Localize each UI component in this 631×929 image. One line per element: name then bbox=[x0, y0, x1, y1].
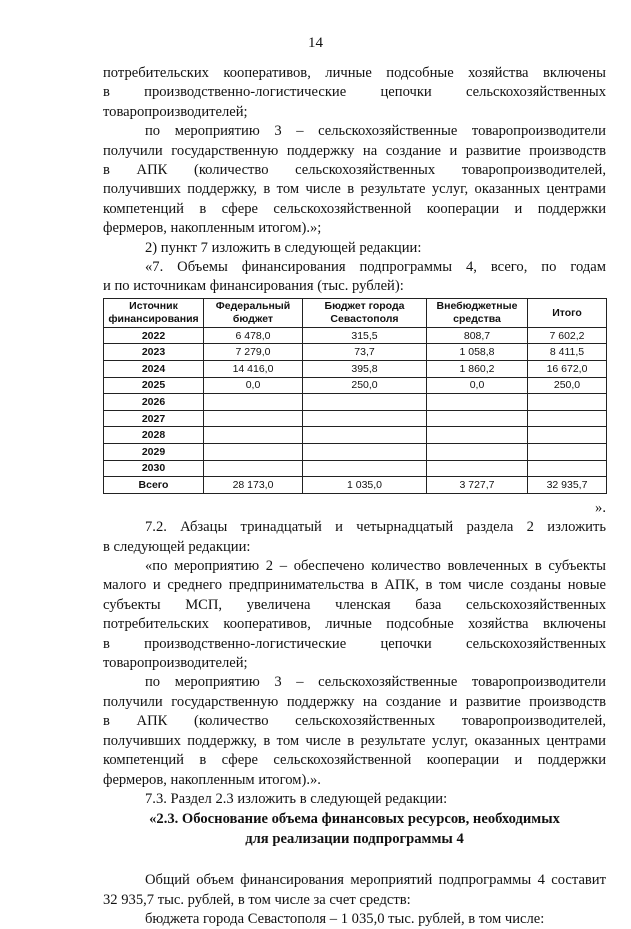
text-line: в АПК (количество сельскохозяйственных товаропроизводителей, bbox=[103, 162, 606, 179]
paragraph-measure-2 bbox=[103, 557, 606, 673]
page-number: 14 bbox=[308, 35, 323, 51]
heading-line: «2.3. Обоснование объема финансовых ресурсов, необходимых bbox=[149, 811, 560, 828]
table-cell: 395,8 bbox=[303, 361, 427, 378]
table-cell bbox=[427, 460, 528, 477]
table-cell: 1 860,2 bbox=[427, 361, 528, 378]
text-line: по мероприятию 3 – сельскохозяйственные товаропроизводители bbox=[145, 123, 606, 140]
table-cell bbox=[427, 444, 528, 461]
text-line: малого и среднего предпринимательства в АПК, в том числе созданы новые bbox=[103, 577, 606, 594]
table-cell: 808,7 bbox=[427, 327, 528, 344]
section-heading bbox=[103, 810, 606, 849]
table-cell: 6 478,0 bbox=[204, 327, 303, 344]
table-cell bbox=[204, 410, 303, 427]
table-cell bbox=[204, 460, 303, 477]
spacer bbox=[103, 849, 606, 871]
financing-table bbox=[103, 298, 607, 494]
table-cell: 250,0 bbox=[303, 377, 427, 394]
header-total: Итого bbox=[528, 298, 607, 327]
text-line: получивших поддержку, в том числе в результате услуг, оказанных центрами bbox=[103, 181, 606, 198]
table-cell: 28 173,0 bbox=[204, 477, 303, 494]
text-line: получили государственную поддержку на создание и развитие производств bbox=[103, 142, 606, 159]
table-cell bbox=[427, 427, 528, 444]
text-line: в производственно-логистические цепочки сельскохозяйственных bbox=[103, 84, 606, 101]
table-cell: 7 602,2 bbox=[528, 327, 607, 344]
table-cell: 0,0 bbox=[204, 377, 303, 394]
text-line: «7. Объемы финансирования подпрограммы 4, всего, по годам bbox=[145, 259, 606, 276]
table-cell bbox=[303, 460, 427, 477]
table-header-row bbox=[104, 298, 607, 327]
year-cell: 2027 bbox=[104, 410, 204, 427]
text-line: получили государственную поддержку на создание и развитие производств bbox=[103, 693, 606, 710]
text-line: компетенций в сфере сельскохозяйственной кооперации и поддержки bbox=[103, 752, 606, 769]
text-line: и по источникам финансирования (тыс. рублей): bbox=[103, 278, 404, 295]
year-cell: 2029 bbox=[104, 444, 204, 461]
table-cell bbox=[427, 410, 528, 427]
text-line: компетенций в сфере сельскохозяйственной кооперации и поддержки bbox=[103, 200, 606, 217]
year-cell: 2028 bbox=[104, 427, 204, 444]
table-cell: 8 411,5 bbox=[528, 344, 607, 361]
table-row-total bbox=[104, 477, 607, 494]
table-cell bbox=[528, 410, 607, 427]
text-line: субъекты МСП, увеличена членская база сельскохозяйственных bbox=[103, 596, 606, 613]
table-row bbox=[104, 344, 607, 361]
table-cell bbox=[303, 394, 427, 411]
table-cell bbox=[204, 394, 303, 411]
table-cell: 16 672,0 bbox=[528, 361, 607, 378]
table-cell: 73,7 bbox=[303, 344, 427, 361]
text-line: потребительских кооперативов, личные подсобные хозяйства включены bbox=[103, 616, 606, 633]
text-line: в АПК (количество сельскохозяйственных товаропроизводителей, bbox=[103, 713, 606, 730]
table-row bbox=[104, 410, 607, 427]
table-cell: 1 058,8 bbox=[427, 344, 528, 361]
text-line: Общий объем финансирования мероприятий подпрограммы 4 составит bbox=[145, 872, 606, 889]
year-cell: 2023 bbox=[104, 344, 204, 361]
text-line: товаропроизводителей; bbox=[103, 103, 248, 120]
heading-line: для реализации подпрограммы 4 bbox=[245, 830, 464, 847]
paragraph-city-budget: бюджета города Севастополя – 1 035,0 тыс. рублей, в том числе: bbox=[145, 910, 545, 927]
paragraph-total-volume bbox=[103, 871, 606, 910]
year-cell: 2024 bbox=[104, 361, 204, 378]
text-line: 32 935,7 тыс. рублей, в том числе за счет средств: bbox=[103, 891, 411, 908]
paragraph-item-7-2 bbox=[103, 518, 606, 557]
paragraph-measure-3-new bbox=[103, 673, 606, 789]
table-row bbox=[104, 327, 607, 344]
year-cell: 2022 bbox=[104, 327, 204, 344]
table-cell bbox=[303, 444, 427, 461]
header-extrabudgetary: Внебюджетные средства bbox=[427, 298, 528, 327]
table-row bbox=[104, 460, 607, 477]
year-cell: 2026 bbox=[104, 394, 204, 411]
table-row bbox=[104, 377, 607, 394]
table-cell bbox=[528, 427, 607, 444]
table-cell: 32 935,7 bbox=[528, 477, 607, 494]
table-cell bbox=[528, 394, 607, 411]
table-cell bbox=[303, 427, 427, 444]
header-federal: Федеральный бюджет bbox=[204, 298, 303, 327]
table-row bbox=[104, 361, 607, 378]
table-cell bbox=[427, 394, 528, 411]
total-label-cell: Всего bbox=[104, 477, 204, 494]
table-cell: 315,5 bbox=[303, 327, 427, 344]
header-city-budget: Бюджет города Севастополя bbox=[303, 298, 427, 327]
text-line: в следующей редакции: bbox=[103, 538, 251, 555]
text-line: товаропроизводителей; bbox=[103, 655, 248, 672]
paragraph-point-7: 2) пункт 7 изложить в следующей редакции: bbox=[145, 239, 422, 256]
year-cell: 2025 bbox=[104, 377, 204, 394]
paragraph-measure-3 bbox=[103, 122, 606, 238]
text-line: потребительских кооперативов, личные подсобные хозяйства включены bbox=[103, 65, 606, 81]
table-cell: 3 727,7 bbox=[427, 477, 528, 494]
table-row bbox=[104, 394, 607, 411]
text-line: 7.2. Абзацы тринадцатый и четырнадцатый раздела 2 изложить bbox=[145, 519, 606, 536]
table-cell bbox=[528, 460, 607, 477]
table-row bbox=[104, 444, 607, 461]
text-line: фермеров, накопленным итогом).». bbox=[103, 771, 321, 788]
paragraph-table-intro bbox=[103, 258, 606, 297]
text-line: «по мероприятию 2 – обеспечено количество вовлеченных в субъекты bbox=[145, 558, 606, 575]
text-line: по мероприятию 3 – сельскохозяйственные товаропроизводители bbox=[145, 674, 606, 691]
text-line: в производственно-логистические цепочки сельскохозяйственных bbox=[103, 635, 606, 652]
table-cell: 0,0 bbox=[427, 377, 528, 394]
table-closing-quote: ». bbox=[595, 499, 606, 516]
paragraph-item-7-3: 7.3. Раздел 2.3 изложить в следующей редакции: bbox=[145, 790, 448, 807]
document-body bbox=[103, 64, 606, 929]
table-cell bbox=[204, 444, 303, 461]
header-source: Источник финансирования bbox=[104, 298, 204, 327]
table-cell bbox=[303, 410, 427, 427]
text-line: получивших поддержку, в том числе в результате услуг, оказанных центрами bbox=[103, 732, 606, 749]
table-cell: 14 416,0 bbox=[204, 361, 303, 378]
text-line: фермеров, накопленным итогом).»; bbox=[103, 220, 322, 237]
table-cell: 1 035,0 bbox=[303, 477, 427, 494]
year-cell: 2030 bbox=[104, 460, 204, 477]
table-row bbox=[104, 427, 607, 444]
paragraph-continuation bbox=[103, 64, 606, 122]
table-cell bbox=[204, 427, 303, 444]
table-cell: 7 279,0 bbox=[204, 344, 303, 361]
table-cell bbox=[528, 444, 607, 461]
table-cell: 250,0 bbox=[528, 377, 607, 394]
